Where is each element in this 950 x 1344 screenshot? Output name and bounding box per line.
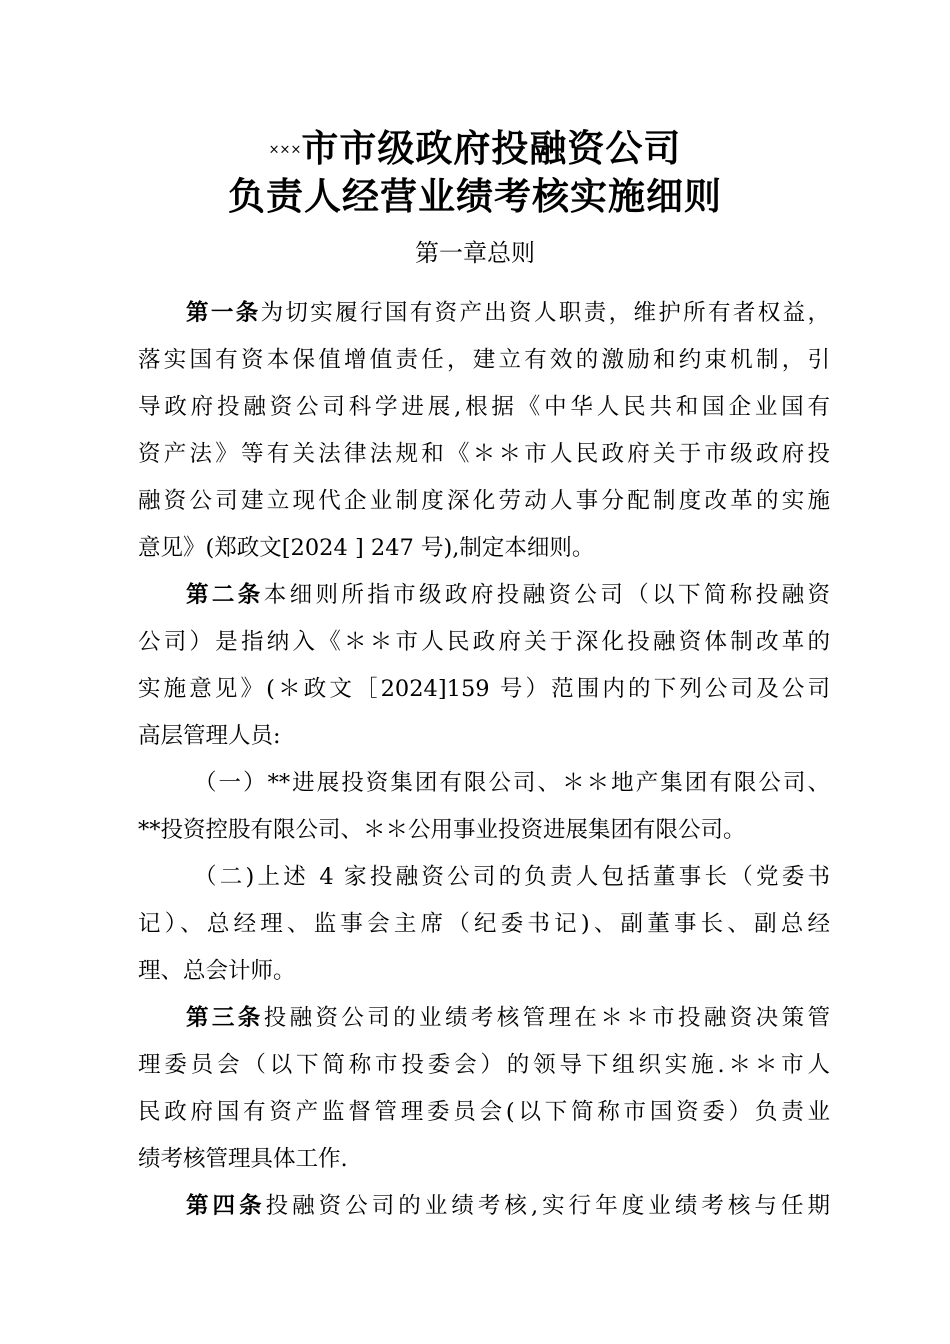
- article-2-line-3: 实施意见》(＊政文［2024]159 号）范围内的下列公司及公司: [138, 676, 830, 702]
- article-label: 第一条: [186, 300, 261, 326]
- article-text: 为切实履行国有资产出资人职责，维护所有者权益，: [260, 300, 830, 326]
- article-3-line-3: 民政府国有资产监督管理委员会(以下简称市国资委）负责业: [138, 1099, 830, 1125]
- article-3-line-4: 绩考核管理具体工作.: [138, 1146, 348, 1172]
- article-label: 第四条: [186, 1193, 266, 1219]
- item-2-line-2: 记）、总经理、监事会主席（纪委书记)、副董事长、副总经: [138, 911, 830, 937]
- document-title-line-1: [0, 125, 950, 175]
- article-text: 投融资公司的业绩考核管理在＊＊市投融资决策管: [263, 1005, 830, 1031]
- article-1-line-4: 资产法》等有关法律法规和《＊＊市人民政府关于市级政府投: [138, 441, 830, 467]
- article-2-line-4: 高层管理人员:: [138, 723, 281, 749]
- chapter-heading: 第一章总则: [415, 239, 535, 267]
- article-1-line-3: 导政府投融资公司科学进展,根据《中华人民共和国企业国有: [138, 394, 830, 420]
- article-1-line-2: 落实国有资本保值增值责任，建立有效的激励和约束机制，引: [138, 347, 830, 373]
- item-1-line-1: （一）**进展投资集团有限公司、＊＊地产集团有限公司、: [194, 770, 830, 796]
- article-3-line-2: 理委员会（以下简称市投委会）的领导下组织实施.＊＊市人: [138, 1052, 830, 1078]
- item-2-line-1: （二)上述 4 家投融资公司的负责人包括董事长（党委书: [194, 864, 830, 890]
- document-title-line-2: 负责人经营业绩考核实施细则: [228, 175, 722, 218]
- article-label: 第二条: [186, 582, 264, 608]
- article-4-line-1: [186, 1186, 830, 1226]
- article-3-line-1: [186, 998, 830, 1038]
- article-1-line-1: [186, 293, 830, 333]
- title-prefix: ×××: [268, 142, 302, 158]
- article-text: 投融资公司的业绩考核,实行年度业绩考核与任期: [265, 1193, 830, 1219]
- title-text-1: 市市级政府投融资公司: [301, 127, 682, 170]
- item-1-line-2: **投资控股有限公司、＊＊公用事业投资进展集团有限公司。: [138, 817, 746, 843]
- item-2-line-3: 理、总会计师。: [138, 958, 296, 984]
- article-1-line-5: 融资公司建立现代企业制度深化劳动人事分配制度改革的实施: [138, 488, 830, 514]
- article-1-line-6: 意见》(郑政文[2024 ] 247 号),制定本细则。: [138, 535, 595, 561]
- article-2-line-2: 公司）是指纳入《＊＊市人民政府关于深化投融资体制改革的: [138, 629, 830, 655]
- article-text: 本细则所指市级政府投融资公司（以下简称投融资: [263, 582, 830, 608]
- article-2-line-1: [186, 575, 830, 615]
- article-label: 第三条: [186, 1005, 264, 1031]
